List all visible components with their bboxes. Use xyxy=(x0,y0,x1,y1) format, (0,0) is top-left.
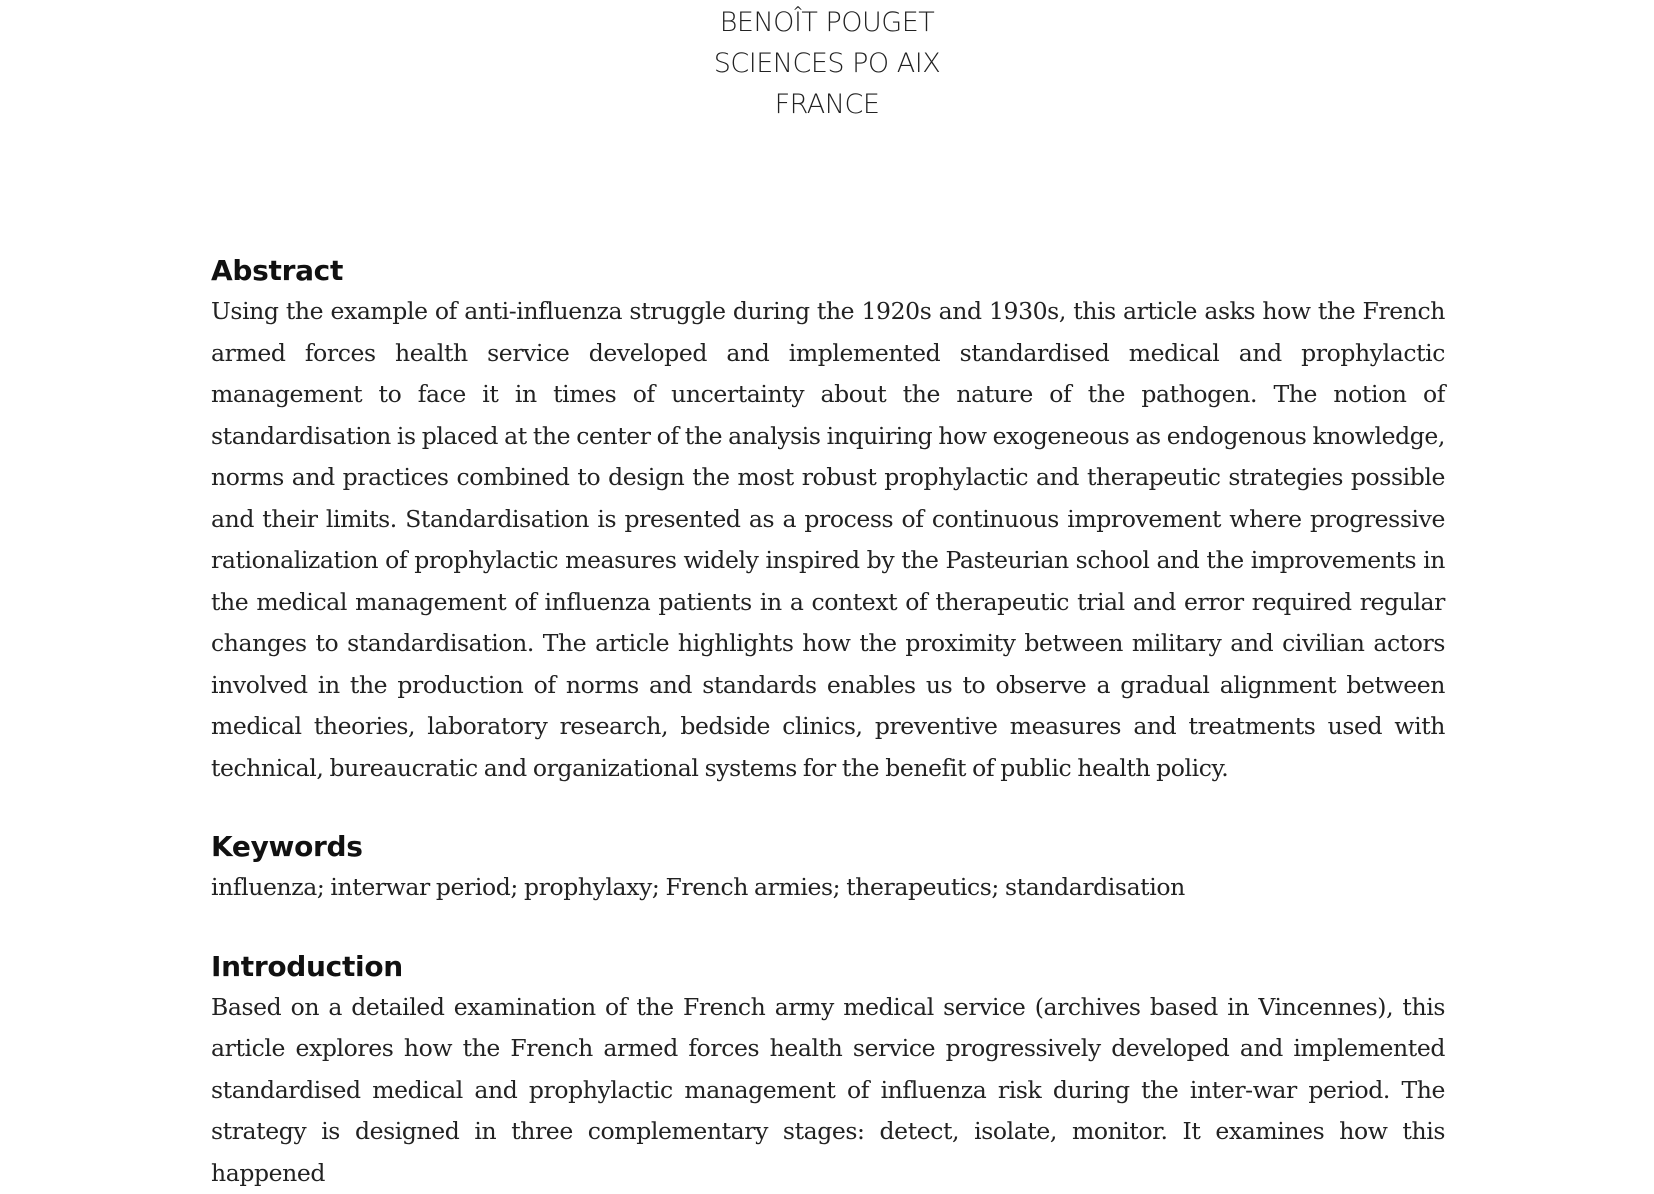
author-country: FRANCE xyxy=(0,84,1654,125)
introduction-heading: Introduction xyxy=(211,947,1445,987)
abstract-text: Using the example of anti-influenza struggle during the 1920s and 1930s, this article asks how the French armed forces health service developed and implemented standardised medical and prophylactic management to face it in times of uncertainty about the nature of the pathogen. The notion of standardisation is placed at the center of the analysis inquiring how exogeneous as endogenous knowledge, norms and practices combined to design the most robust prophylactic and therapeutic strategies possible and their limits. Standardisation is presented as a process of continuous improvement where progressive rationalization of prophylactic measures widely inspired by the Pasteurian school and the improvements in the medical management of influenza patients in a context of therapeutic trial and error required regular changes to standardisation. The article highlights how the proximity between military and civilian actors involved in the production of norms and standards enables us to observe a gradual alignment between medical theories, laboratory research, bedside clinics, preventive measures and treatments used with technical, bureaucratic and organizational systems for the benefit of public health policy. xyxy=(211,291,1445,789)
keywords-text: influenza; interwar period; prophylaxy; French armies; therapeutics; standardisation xyxy=(211,867,1445,909)
abstract-heading: Abstract xyxy=(211,251,1445,291)
author-block xyxy=(0,2,1654,125)
author-institution: SCIENCES PO AIX xyxy=(0,43,1654,84)
author-name: BENOÎT POUGET xyxy=(0,2,1654,43)
keywords-heading: Keywords xyxy=(211,827,1445,867)
article-body xyxy=(211,251,1445,1194)
introduction-text: Based on a detailed examination of the French army medical service (archives based in Vincennes), this article explores how the French armed forces health service progressively developed and implemented standardised medical and prophylactic management of influenza risk during the inter-war period. The strategy is designed in three complementary stages: detect, isolate, monitor. It examines how this happened xyxy=(211,987,1445,1194)
